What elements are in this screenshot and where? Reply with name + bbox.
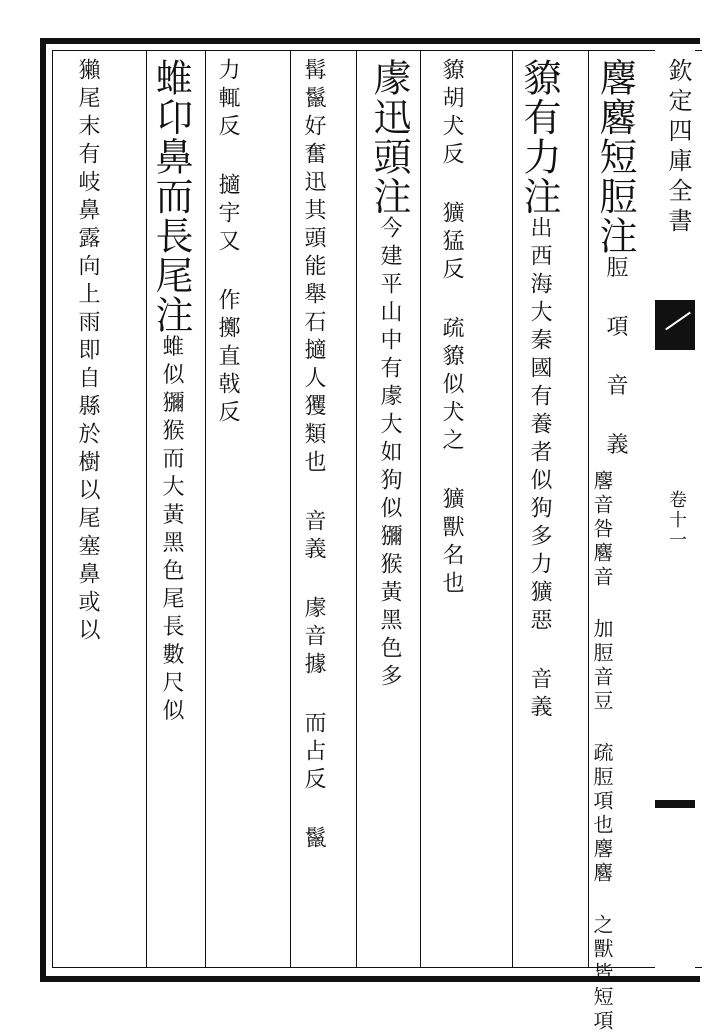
column-rule: [512, 50, 513, 968]
text-column-6: [215, 58, 240, 428]
text-column-2: [517, 58, 561, 723]
fishtail-bar: [655, 800, 695, 808]
headword-text: 蜼卬鼻而長尾注: [149, 58, 193, 335]
fishtail-mark: [655, 300, 695, 350]
annotation-text: 䝤胡犬反 獷猛反 疏䝤似犬之 獷獸名也: [439, 58, 464, 599]
annotation-text: 脰 項 音 義: [603, 255, 628, 461]
annotation-text: 蜼似獼猴而大黃黑色尾長數尺似: [159, 334, 184, 727]
annotation-text: 今建平山中有豦大如狗似獼猴黃黑色多: [377, 216, 402, 692]
column-rule: [205, 50, 206, 968]
commentary-text: [590, 470, 614, 1034]
headword-text: 䝤有力注: [517, 58, 561, 216]
annotation-text: 髯鬣好奮迅其頭能舉石擿人玃類也 音義 豦音據 而占反 鬣: [301, 58, 326, 854]
volume-number-text: 卷十一: [666, 490, 687, 550]
column-rule: [588, 50, 589, 968]
commentary-span: 麐音咎麔音 加脰音豆 疏脰項也麐麔 之獸皆短項: [590, 470, 614, 1034]
headword-text: 麐麔短脰注: [593, 58, 637, 256]
headword-text: 豦迅頭注: [367, 58, 411, 216]
text-column-4: [367, 58, 411, 692]
text-column-8: [76, 58, 98, 646]
annotation-text: 力輒反 擿宇又 作擲直戟反: [215, 58, 240, 428]
column-rule: [420, 50, 421, 968]
text-column-5: [302, 58, 324, 854]
annotation-text: 獺尾末有岐鼻露向上雨即自縣於樹以尾塞鼻或以: [75, 58, 100, 646]
column-rule: [290, 50, 291, 968]
text-column-7: [149, 58, 193, 727]
text-column-1: [593, 58, 637, 461]
column-rule: [146, 50, 147, 968]
column-rule: [356, 50, 357, 968]
page-fold-strip: [655, 50, 695, 968]
text-column-3: [439, 58, 464, 599]
book-title-text: 欽定四庫全書: [664, 58, 692, 238]
annotation-text: 出西海大秦國有養者似狗多力獷惡 音義: [527, 216, 552, 723]
